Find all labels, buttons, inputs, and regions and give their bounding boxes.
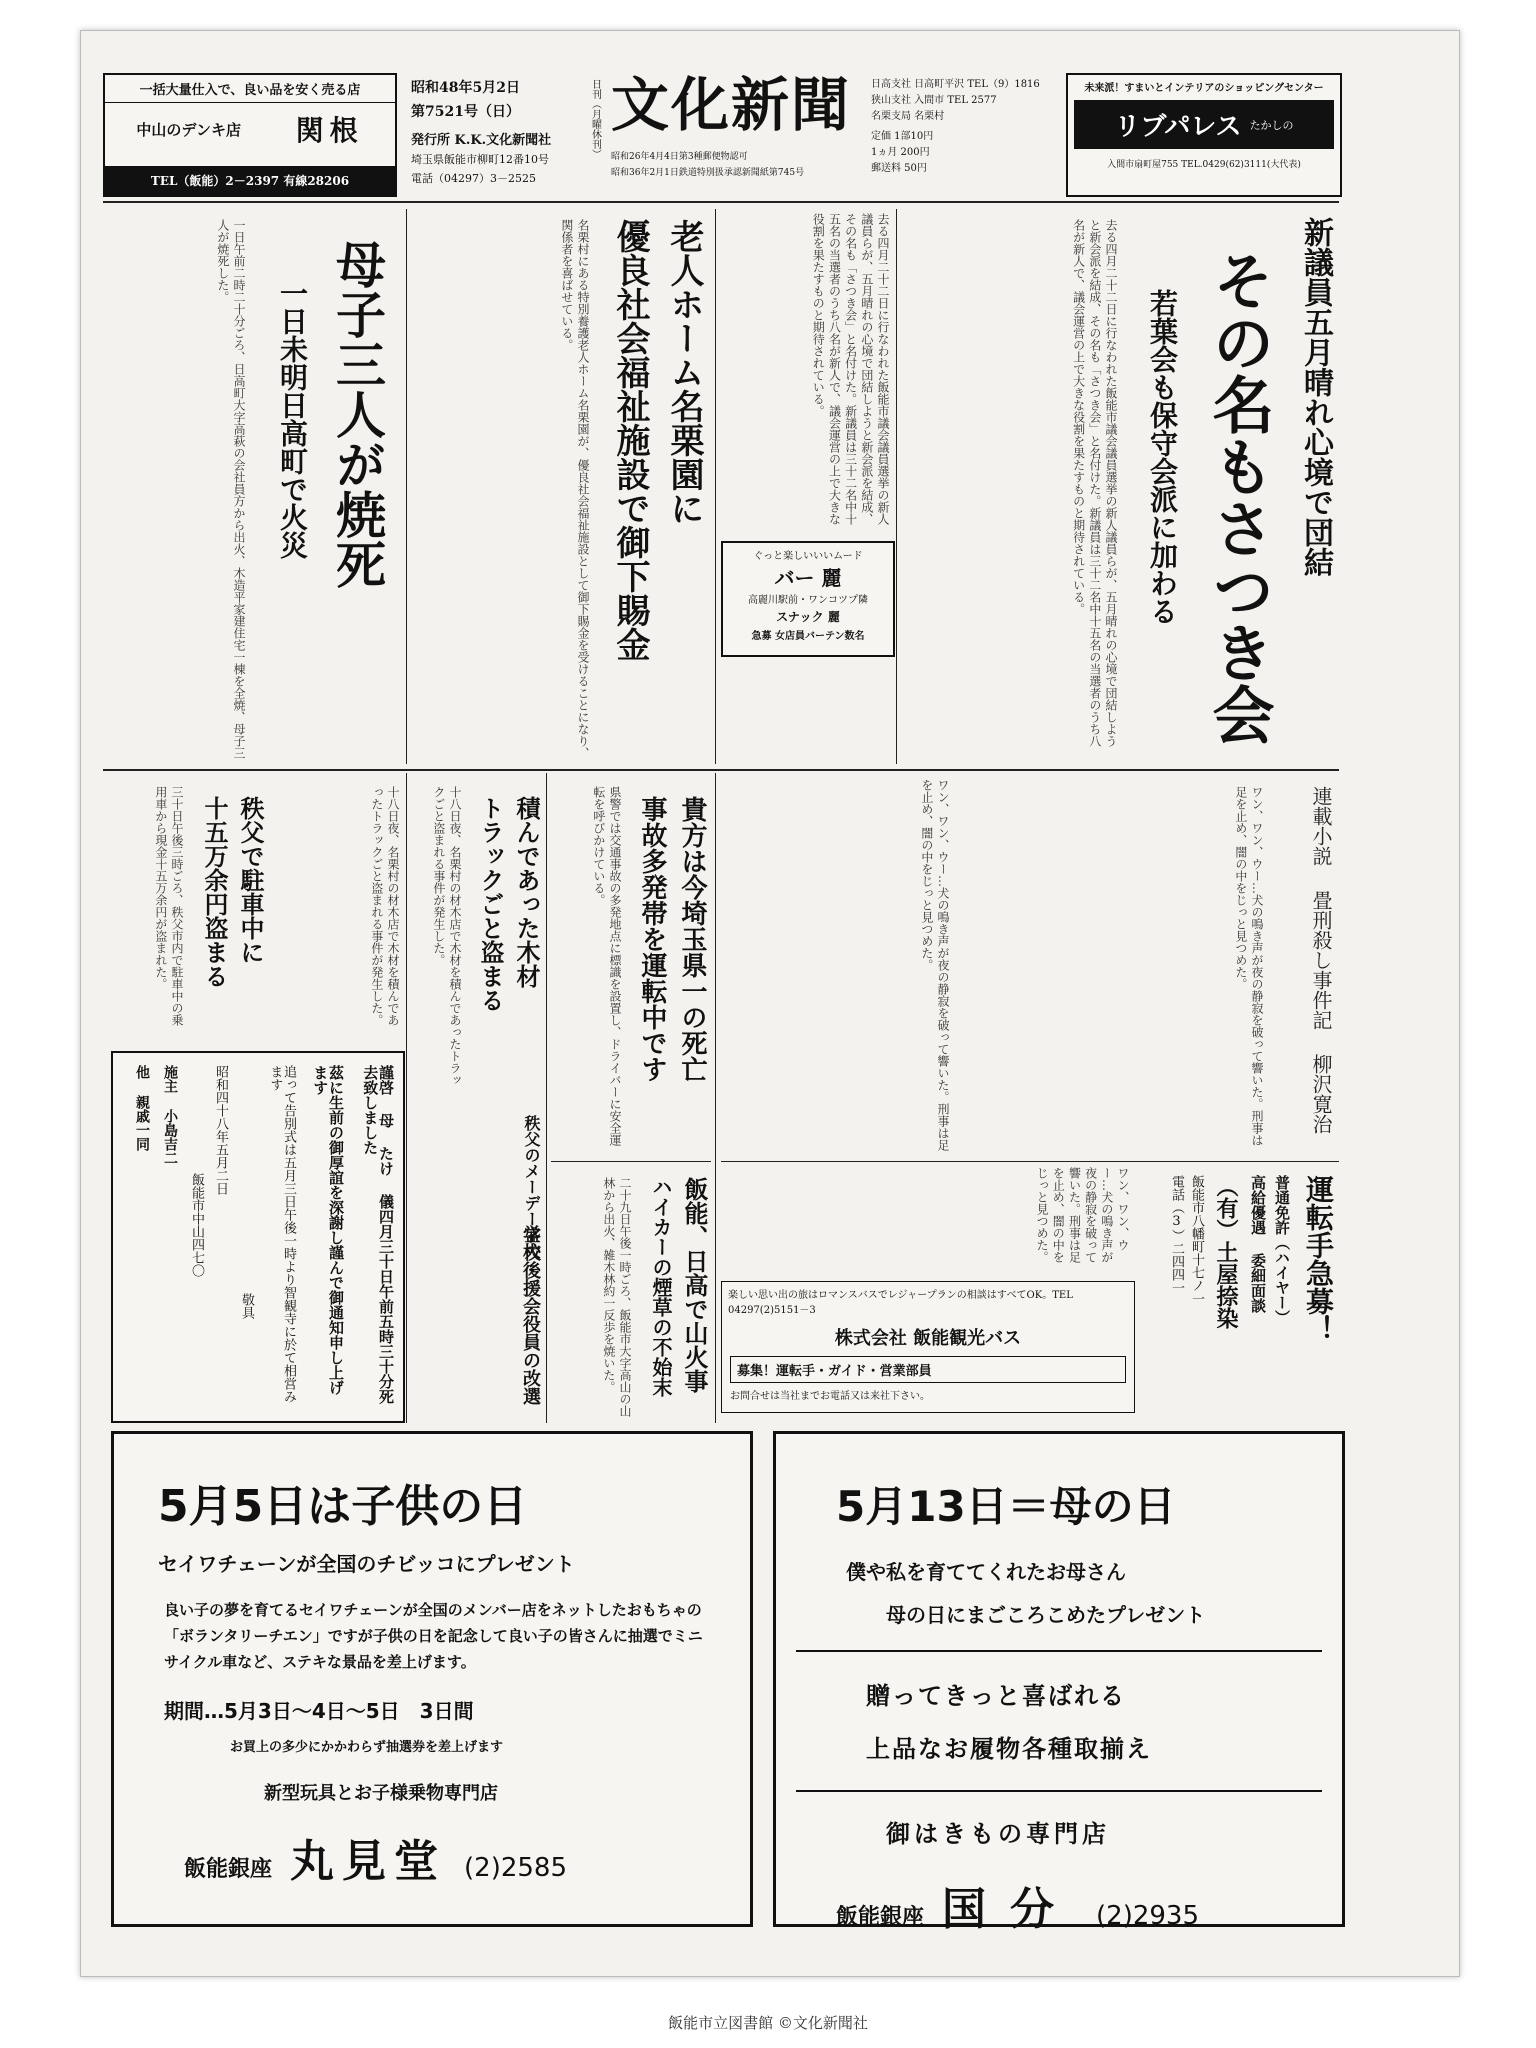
yamakaji-head-2: ハイカーの煙草の不始末 xyxy=(649,1177,673,1397)
bar-recruit: 急募 女店員バーテン数名 xyxy=(751,631,865,642)
footer-credit: 飯能市立図書館 ©文化新聞社 xyxy=(668,2014,868,2032)
chichibu-head-2: 十五万余円盗まる xyxy=(200,796,229,988)
haha-location: 飯能銀座 xyxy=(836,1905,925,1930)
bar-snack: スナック 麗 xyxy=(776,610,840,624)
novel-label: 連載小説 畳刑殺し事件記 柳沢寛治 xyxy=(1309,786,1333,1134)
chichibu-body: 三十日午後三時ごろ、秩父市内で駐車中の乗用車から現金十五万余円が盗まれた。 xyxy=(153,786,184,1026)
ad-sekine-tagline: 一括大量仕入で、良い品を安く売る店 xyxy=(105,75,395,103)
price-2: 1ヵ月 200円 xyxy=(871,147,930,158)
ad-sekine-name: 関根 xyxy=(295,114,364,147)
divider-mid-1 xyxy=(715,773,716,1423)
obit-body-2: 追って告別式は五月三日午後一時より智観寺に於て相営みます xyxy=(267,1065,296,1403)
masthead-branches xyxy=(871,77,1051,177)
ad-sekine-shop: 中山のデンキ店 xyxy=(136,120,242,139)
masthead-permit-1: 昭和26年4月4日第3種郵便物認可 xyxy=(611,152,748,162)
yamakaji-body: 二十九日午後一時ごろ、飯能市大字高山の山林から出火、雑木林約一反歩を焼いた。 xyxy=(601,1177,632,1417)
article-nakurien xyxy=(411,209,711,764)
driver-head: 運転手急募！ xyxy=(1302,1175,1335,1343)
masthead-permit-2: 昭和36年2月1日鉄道特別扱承認新聞紙第745号 xyxy=(611,168,805,178)
kodomo-note: お買上の多少にかかわらず抽選券を差上げます xyxy=(230,1740,504,1755)
obit-others: 他 親戚一同 xyxy=(134,1065,150,1151)
branch-2: 狭山支社 入間市 TEL 2577 xyxy=(871,95,997,106)
ad-haha-no-hi xyxy=(773,1431,1345,1935)
divider-mid-3 xyxy=(406,773,407,1423)
bar-name: バー 麗 xyxy=(774,566,842,590)
lumber-head-2: トラックごと盗まる xyxy=(476,796,505,1012)
divider-mid-2 xyxy=(546,773,547,1423)
driver-item-2: 高給優遇 委細面談 xyxy=(1249,1175,1267,1313)
ad-ribpalace-sub: たかしの xyxy=(1249,118,1294,132)
branch-3: 名栗支局 名栗村 xyxy=(871,111,945,122)
article-yamakaji xyxy=(551,1167,711,1423)
yamakaji-head-1: 飯能、日高で山火事 xyxy=(680,1177,709,1393)
price-3: 郵送料 50円 xyxy=(871,163,927,174)
obit-body-1: 茲に生前の御厚誼を深謝し謹んで御通知申し上げます xyxy=(311,1065,345,1395)
bar-tag: ぐっと楽しいいいムード xyxy=(753,551,863,562)
article-lumber xyxy=(411,776,543,1106)
obit-address: 飯能市中山四七〇 xyxy=(189,1173,204,1277)
bus-recruit: 募集！運転手・ガイド・営業部員 xyxy=(730,1356,1126,1383)
divider-top-3 xyxy=(406,209,407,764)
kodomo-subtitle: セイワチェーンが全国のチビッコにプレゼント xyxy=(158,1552,575,1576)
lumber-head-1: 積んであった木材 xyxy=(512,796,541,988)
haha-shop: 国分 xyxy=(942,1884,1079,1935)
fire-head-1: 母子三人が焼死 xyxy=(328,239,387,589)
haha-sub-2: 母の日にまごころこめたプレゼント xyxy=(886,1603,1206,1627)
kodomo-period: 期間…5月3日～4日～5日 3日間 xyxy=(164,1699,474,1723)
obit-date: 昭和四十八年五月二日 xyxy=(213,1065,228,1195)
kodomo-tel: (2)2585 xyxy=(464,1853,568,1883)
ad-ribpalace-name: リブパレス xyxy=(1114,112,1242,142)
obit-sign: 敬具 xyxy=(239,1293,254,1319)
masthead-issue-block xyxy=(411,77,581,189)
ad-kodomo-no-hi xyxy=(111,1431,753,1927)
ad-driver xyxy=(1141,1167,1339,1423)
bus-note: お問合せは当社までお電話又は来社下さい。 xyxy=(730,1391,930,1402)
bus-company: 株式会社 飯能観光バス xyxy=(834,1328,1022,1349)
article-fire xyxy=(103,209,403,764)
fire-head-2: 一日未明日高町で火災 xyxy=(276,279,309,559)
ad-ribpalace xyxy=(1066,73,1342,197)
driver-address: 飯能市八幡町十七ノ一 xyxy=(1189,1175,1204,1305)
driver-item-1: 普通免許（ハイヤー） xyxy=(1273,1175,1291,1325)
ad-kanko-bus xyxy=(721,1281,1135,1413)
masthead-publisher: 発行所 K.K.文化新聞社 xyxy=(411,133,552,148)
accident-body: 県警では交通事故の多発地点に標識を設置し、ドライバーに安全運転を呼びかけている。 xyxy=(591,786,622,1146)
obituary xyxy=(111,1051,405,1423)
accident-head-1: 貴方は今埼玉県一の死亡 xyxy=(677,796,707,1082)
nakurien-body: 名栗村にある特別養護老人ホーム名栗園が、優良社会福祉施設として御下賜金を受けることになり、関係者を喜ばせている。 xyxy=(559,219,590,759)
driver-company: （有）土屋捺染 xyxy=(1213,1175,1239,1329)
novel-continuation: ワン、ワン、ウー…犬の鳴き声が夜の静寂を破って響いた。刑事は足を止め、闇の中をじっと見つめた。 xyxy=(919,779,950,1151)
kodomo-location: 飯能銀座 xyxy=(184,1857,273,1882)
accident-head-2: 事故多発帯を運転中です xyxy=(637,796,667,1082)
article-novel xyxy=(961,776,1339,1156)
haha-sub-1: 僕や私を育ててくれたお母さん xyxy=(846,1560,1126,1584)
satsuki-head-2: その名もさつき会 xyxy=(1202,249,1275,745)
ad-sekine xyxy=(103,73,397,197)
kodomo-shop: 丸見堂 xyxy=(290,1836,447,1887)
novel-tail: ワン、ワン、ウー…犬の鳴き声が夜の静寂を破って響いた。刑事は足を止め、闇の中をじっと見つめた。 xyxy=(1035,1167,1130,1263)
ad-bar-rei xyxy=(721,541,895,657)
divider-mid-right xyxy=(721,1161,1339,1162)
masthead-date: 昭和48年5月2日 xyxy=(411,80,520,96)
bus-line: 楽しい思い出の旅はロマンスバスでレジャープランの相談はすべてOK。TEL 04297(2)5151－3 xyxy=(728,1290,1073,1316)
pta-head: 学校後援会役員の改選 xyxy=(520,1225,541,1405)
haha-line-1: 贈ってきっと喜ばれる xyxy=(866,1682,1126,1710)
masthead-title: 文化新聞 xyxy=(611,71,852,139)
divider-top-1 xyxy=(896,209,897,764)
satsuki-continuation: 去る四月二十二日に行なわれた飯能市議会議員選挙の新人議員らが、五月晴れの心境で団結しようと新会派を結成、その名も「さつき会」と名付けた。新議員は三十二名中十五名の当選者のうち八名が新人で、議会運営の上で大きな役割を果たすものと期待されている。 xyxy=(811,213,890,525)
satsuki-head-3: 若葉会も保守会派に加わる xyxy=(1146,289,1179,625)
masthead-rule xyxy=(103,201,1339,203)
fire-body: 一日午前二時二十分ごろ、日高町大字高萩の会社員方から出火、木造平家建住宅一棟を全焼、母子三人が焼死した。 xyxy=(215,219,246,759)
satsuki-body: 去る四月二十二日に行なわれた飯能市議会議員選挙の新人議員らが、五月晴れの心境で団結しようと新会派を結成、その名も「さつき会」と名付けた。新議員は三十二名中十五名の当選者のうち八名が新人で、議会運営の上で大きな役割を果たすものと期待されている。 xyxy=(1071,219,1118,747)
price-1: 定価 1部10円 xyxy=(871,131,934,142)
masthead-daily: 日刊（月曜休刊） xyxy=(589,79,601,159)
article-chichibu xyxy=(103,776,403,1046)
lumber-body: 十八日夜、名栗村の材木店で木材を積んであったトラックごと盗まれる事件が発生した。 xyxy=(431,786,462,1086)
article-mayday xyxy=(411,1111,543,1259)
nakurien-head-2: 優良社会福祉施設で御下賜金 xyxy=(610,219,650,661)
haha-line-2: 上品なお履物各種取揃え xyxy=(866,1735,1152,1763)
bar-address: 高麗川駅前・ワンコツプ隣 xyxy=(748,595,868,606)
haha-shoptype: 御はきもの専門店 xyxy=(886,1820,1110,1848)
driver-tel: 電話（3）二四四一 xyxy=(1169,1175,1184,1294)
obit-chief: 施主 小島吉二 xyxy=(162,1065,178,1165)
masthead-address: 埼玉県飯能市柳町12番10号 xyxy=(411,153,549,166)
article-accident xyxy=(551,776,711,1156)
mayday-head: 秩父のメーデー盛大 xyxy=(522,1115,541,1259)
ad-ribpalace-address: 入間市扇町屋755 TEL.0429(62)3111(大代表) xyxy=(1107,160,1301,170)
haha-title: 5月13日＝母の日 xyxy=(836,1482,1176,1531)
kodomo-shoptype: 新型玩具とお子様乗物専門店 xyxy=(264,1783,498,1804)
obit-intro: 謹啓 母 たけ 儀四月三十日午前五時三十分死去致しました xyxy=(361,1065,395,1404)
chichibu-head-1: 秩父で駐車中に xyxy=(236,796,265,964)
kodomo-title: 5月5日は子供の日 xyxy=(158,1481,528,1532)
ad-sekine-tel: TEL（飯能）2－2397 有線28206 xyxy=(105,166,395,195)
masthead-phone: 電話（04297）3－2525 xyxy=(411,172,536,185)
article-satsuki xyxy=(901,209,1339,764)
kodomo-body: 良い子の夢を育てるセイワチェーンが全国のメンバー店をネットしたおもちゃの「ボランタリーチエン」ですが子供の日を記念して良い子の皆さんに抽選でミニサイクル車など、ステキな景品を差上げます。 xyxy=(164,1601,703,1671)
divider-mid-center xyxy=(551,1161,711,1162)
novel-body: ワン、ワン、ウー…犬の鳴き声が夜の静寂を破って響いた。刑事は足を止め、闇の中をじっと見つめた。 xyxy=(1233,786,1264,1146)
haha-tel: (2)2935 xyxy=(1096,1901,1200,1931)
branch-1: 日高支社 日高町平沢 TEL（9）1816 xyxy=(871,79,1040,90)
article-pta xyxy=(411,1221,543,1421)
divider-top-2 xyxy=(715,209,716,764)
masthead-issue: 第7521号（日） xyxy=(411,104,520,120)
nakurien-head-1: 老人ホーム名栗園に xyxy=(664,219,704,525)
lumber-continuation: 十八日夜、名栗村の材木店で木材を積んであったトラックごと盗まれる事件が発生した。 xyxy=(369,786,400,1026)
ad-ribpalace-tagline: 未来派！すまいとインテリアのショッピングセンター xyxy=(1084,83,1324,94)
divider-band-1 xyxy=(103,769,1339,771)
newspaper-page xyxy=(80,30,1460,1977)
satsuki-head-1: 新議員五月晴れ心境で団結 xyxy=(1298,217,1333,577)
